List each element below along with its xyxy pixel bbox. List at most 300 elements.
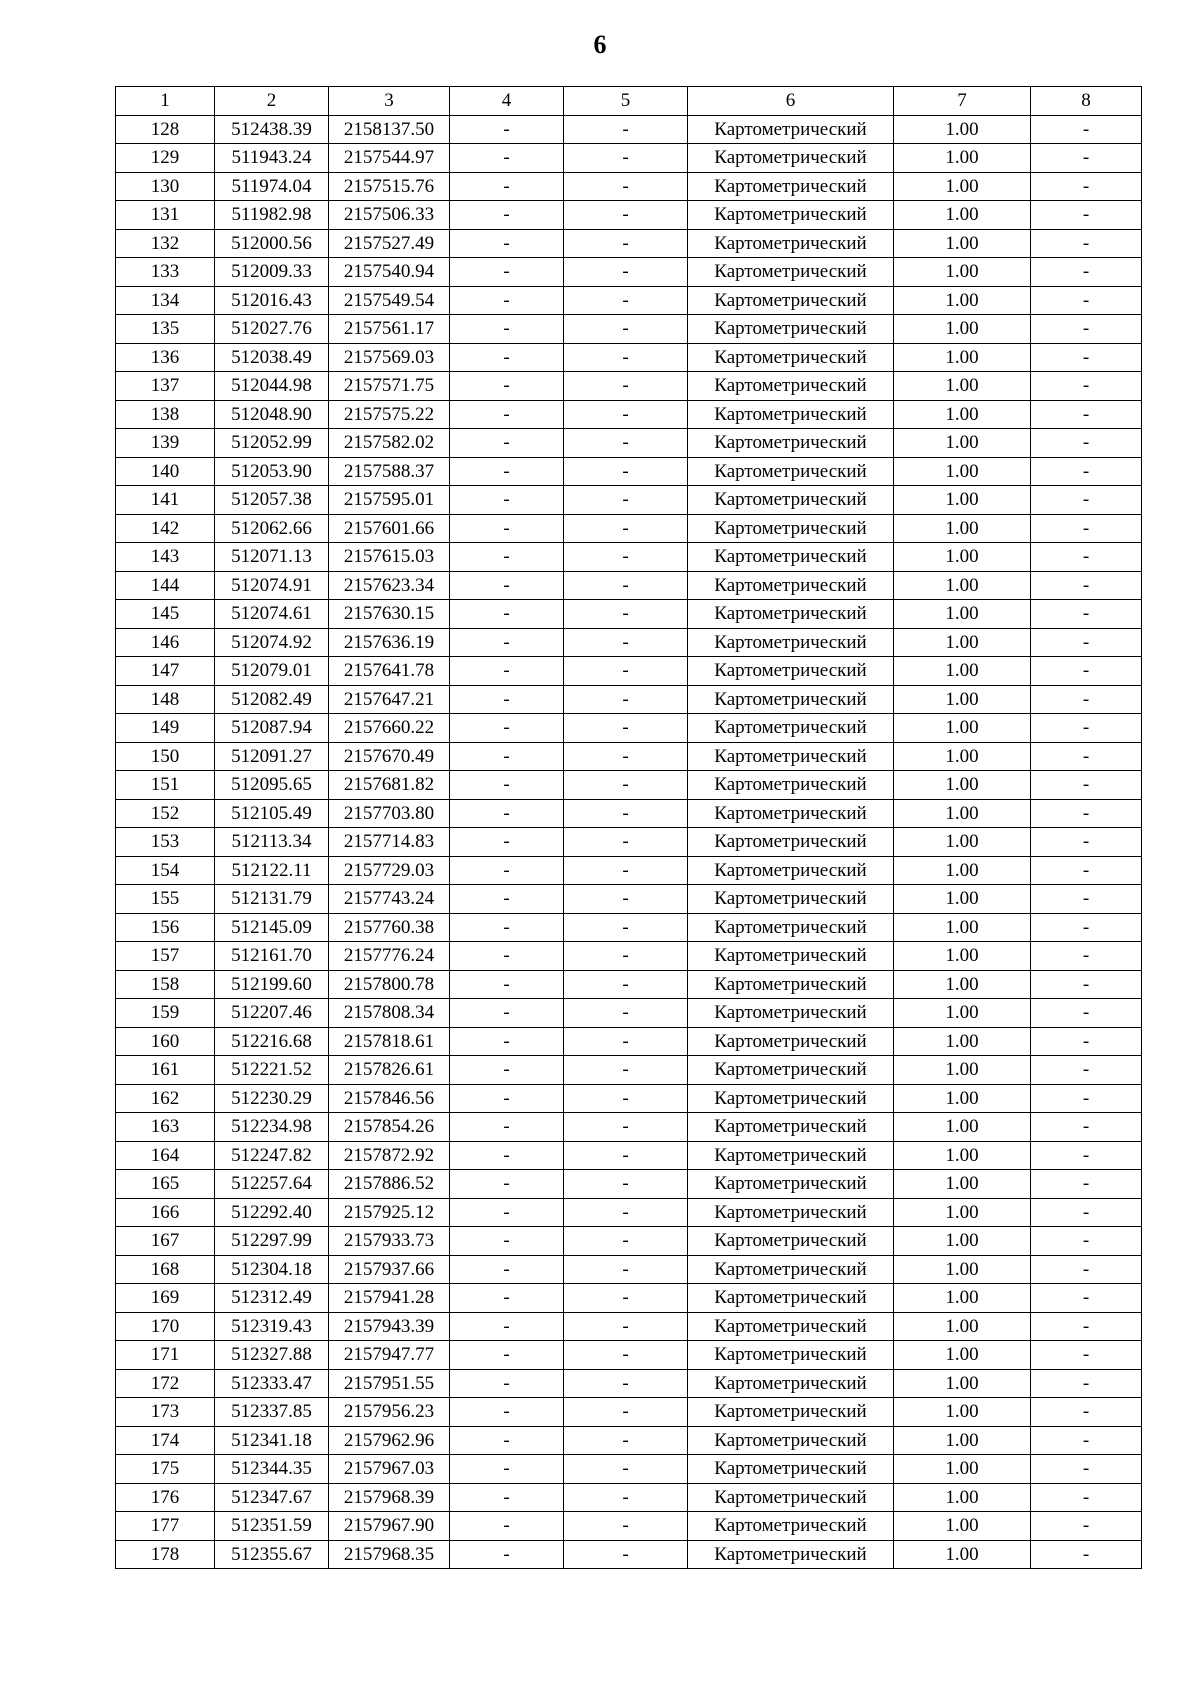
cell-coord-y: 2157743.24: [329, 885, 450, 914]
cell-coord-y: 2158137.50: [329, 115, 450, 144]
cell-coord-x: 512009.33: [215, 258, 329, 287]
cell-point-number: 177: [116, 1512, 215, 1541]
cell-col-8: -: [1031, 258, 1142, 287]
cell-coord-x: 512082.49: [215, 685, 329, 714]
cell-method: Картометрический: [688, 1540, 894, 1569]
cell-coord-y: 2157941.28: [329, 1284, 450, 1313]
cell-coord-y: 2157947.77: [329, 1341, 450, 1370]
cell-method: Картометрический: [688, 514, 894, 543]
cell-col-5: -: [564, 628, 688, 657]
table-row: [116, 543, 1142, 572]
cell-col-5: -: [564, 1284, 688, 1313]
cell-method: Картометрический: [688, 201, 894, 230]
cell-coord-x: 512052.99: [215, 429, 329, 458]
cell-coord-y: 2157601.66: [329, 514, 450, 543]
cell-col-4: -: [450, 1483, 564, 1512]
cell-col-8: -: [1031, 1369, 1142, 1398]
table-row: [116, 1312, 1142, 1341]
table-row: [116, 657, 1142, 686]
cell-precision: 1.00: [894, 1198, 1031, 1227]
cell-precision: 1.00: [894, 685, 1031, 714]
cell-col-8: -: [1031, 400, 1142, 429]
cell-col-5: -: [564, 1198, 688, 1227]
cell-col-5: -: [564, 258, 688, 287]
cell-col-4: -: [450, 1027, 564, 1056]
cell-coord-x: 511943.24: [215, 144, 329, 173]
cell-precision: 1.00: [894, 1056, 1031, 1085]
cell-col-5: -: [564, 571, 688, 600]
cell-col-8: -: [1031, 714, 1142, 743]
cell-coord-x: 512337.85: [215, 1398, 329, 1427]
cell-coord-y: 2157872.92: [329, 1141, 450, 1170]
cell-col-8: -: [1031, 172, 1142, 201]
cell-point-number: 147: [116, 657, 215, 686]
table-row: [116, 1483, 1142, 1512]
cell-point-number: 144: [116, 571, 215, 600]
cell-col-8: -: [1031, 828, 1142, 857]
cell-coord-y: 2157588.37: [329, 457, 450, 486]
table-row: [116, 144, 1142, 173]
cell-coord-x: 512113.34: [215, 828, 329, 857]
cell-col-4: -: [450, 429, 564, 458]
cell-coord-y: 2157630.15: [329, 600, 450, 629]
cell-col-4: -: [450, 514, 564, 543]
cell-precision: 1.00: [894, 828, 1031, 857]
cell-col-4: -: [450, 1426, 564, 1455]
cell-col-8: -: [1031, 571, 1142, 600]
cell-point-number: 146: [116, 628, 215, 657]
cell-col-8: -: [1031, 315, 1142, 344]
cell-method: Картометрический: [688, 742, 894, 771]
cell-precision: 1.00: [894, 1483, 1031, 1512]
cell-precision: 1.00: [894, 970, 1031, 999]
cell-col-5: -: [564, 486, 688, 515]
cell-precision: 1.00: [894, 315, 1031, 344]
cell-coord-y: 2157962.96: [329, 1426, 450, 1455]
cell-method: Картометрический: [688, 543, 894, 572]
cell-col-8: -: [1031, 115, 1142, 144]
cell-method: Картометрический: [688, 1483, 894, 1512]
cell-coord-x: 512091.27: [215, 742, 329, 771]
cell-col-8: -: [1031, 970, 1142, 999]
cell-col-5: -: [564, 400, 688, 429]
cell-method: Картометрический: [688, 1426, 894, 1455]
cell-coord-x: 512074.91: [215, 571, 329, 600]
column-header-5: 5: [564, 87, 688, 116]
cell-col-5: -: [564, 1255, 688, 1284]
cell-col-5: -: [564, 172, 688, 201]
cell-precision: 1.00: [894, 286, 1031, 315]
cell-col-5: -: [564, 1027, 688, 1056]
cell-col-5: -: [564, 1113, 688, 1142]
cell-col-8: -: [1031, 1170, 1142, 1199]
cell-precision: 1.00: [894, 571, 1031, 600]
cell-coord-x: 512079.01: [215, 657, 329, 686]
cell-method: Картометрический: [688, 144, 894, 173]
cell-coord-x: 512297.99: [215, 1227, 329, 1256]
cell-coord-x: 512230.29: [215, 1084, 329, 1113]
cell-coord-y: 2157544.97: [329, 144, 450, 173]
cell-method: Картометрический: [688, 1512, 894, 1541]
cell-point-number: 165: [116, 1170, 215, 1199]
cell-precision: 1.00: [894, 1426, 1031, 1455]
cell-precision: 1.00: [894, 1141, 1031, 1170]
cell-col-4: -: [450, 457, 564, 486]
table-row: [116, 1027, 1142, 1056]
cell-col-8: -: [1031, 1056, 1142, 1085]
cell-precision: 1.00: [894, 742, 1031, 771]
cell-col-8: -: [1031, 201, 1142, 230]
cell-coord-x: 512131.79: [215, 885, 329, 914]
cell-point-number: 153: [116, 828, 215, 857]
table-row: [116, 457, 1142, 486]
cell-precision: 1.00: [894, 1027, 1031, 1056]
cell-method: Картометрический: [688, 372, 894, 401]
cell-col-4: -: [450, 201, 564, 230]
cell-col-8: -: [1031, 999, 1142, 1028]
cell-col-4: -: [450, 600, 564, 629]
cell-precision: 1.00: [894, 400, 1031, 429]
cell-col-4: -: [450, 1170, 564, 1199]
cell-col-5: -: [564, 828, 688, 857]
cell-col-5: -: [564, 970, 688, 999]
cell-precision: 1.00: [894, 1512, 1031, 1541]
cell-point-number: 142: [116, 514, 215, 543]
table-row: [116, 286, 1142, 315]
cell-col-5: -: [564, 799, 688, 828]
cell-col-4: -: [450, 1369, 564, 1398]
cell-coord-x: 512016.43: [215, 286, 329, 315]
cell-coord-y: 2157582.02: [329, 429, 450, 458]
column-header-4: 4: [450, 87, 564, 116]
cell-col-5: -: [564, 1540, 688, 1569]
cell-coord-y: 2157681.82: [329, 771, 450, 800]
table-row: [116, 1540, 1142, 1569]
table-row: [116, 856, 1142, 885]
cell-coord-y: 2157714.83: [329, 828, 450, 857]
cell-coord-x: 512347.67: [215, 1483, 329, 1512]
cell-col-4: -: [450, 628, 564, 657]
cell-col-8: -: [1031, 543, 1142, 572]
cell-precision: 1.00: [894, 1540, 1031, 1569]
cell-col-8: -: [1031, 1483, 1142, 1512]
cell-coord-x: 512234.98: [215, 1113, 329, 1142]
cell-coord-y: 2157951.55: [329, 1369, 450, 1398]
cell-col-5: -: [564, 913, 688, 942]
table-row: [116, 343, 1142, 372]
cell-precision: 1.00: [894, 201, 1031, 230]
cell-precision: 1.00: [894, 229, 1031, 258]
cell-point-number: 169: [116, 1284, 215, 1313]
cell-precision: 1.00: [894, 115, 1031, 144]
cell-col-4: -: [450, 999, 564, 1028]
cell-col-5: -: [564, 600, 688, 629]
cell-precision: 1.00: [894, 856, 1031, 885]
table-row: [116, 1512, 1142, 1541]
cell-col-8: -: [1031, 1284, 1142, 1313]
cell-col-8: -: [1031, 1113, 1142, 1142]
cell-col-8: -: [1031, 1312, 1142, 1341]
table-row: [116, 628, 1142, 657]
cell-col-8: -: [1031, 856, 1142, 885]
cell-method: Картометрический: [688, 1056, 894, 1085]
cell-point-number: 149: [116, 714, 215, 743]
cell-col-5: -: [564, 1084, 688, 1113]
cell-coord-y: 2157561.17: [329, 315, 450, 344]
cell-precision: 1.00: [894, 942, 1031, 971]
cell-col-4: -: [450, 1227, 564, 1256]
cell-coord-x: 512000.56: [215, 229, 329, 258]
cell-point-number: 145: [116, 600, 215, 629]
cell-point-number: 178: [116, 1540, 215, 1569]
cell-coord-y: 2157846.56: [329, 1084, 450, 1113]
cell-col-5: -: [564, 372, 688, 401]
cell-coord-x: 512327.88: [215, 1341, 329, 1370]
cell-method: Картометрический: [688, 714, 894, 743]
cell-col-4: -: [450, 942, 564, 971]
cell-col-8: -: [1031, 1426, 1142, 1455]
cell-coord-y: 2157760.38: [329, 913, 450, 942]
table-row: [116, 942, 1142, 971]
cell-col-4: -: [450, 970, 564, 999]
cell-coord-x: 512048.90: [215, 400, 329, 429]
column-header-2: 2: [215, 87, 329, 116]
cell-col-5: -: [564, 942, 688, 971]
cell-method: Картометрический: [688, 1227, 894, 1256]
cell-method: Картометрический: [688, 771, 894, 800]
cell-coord-x: 512105.49: [215, 799, 329, 828]
table-row: [116, 429, 1142, 458]
cell-precision: 1.00: [894, 543, 1031, 572]
column-header-6: 6: [688, 87, 894, 116]
cell-method: Картометрический: [688, 1341, 894, 1370]
cell-col-5: -: [564, 1512, 688, 1541]
cell-precision: 1.00: [894, 1227, 1031, 1256]
cell-method: Картометрический: [688, 1369, 894, 1398]
cell-method: Картометрический: [688, 685, 894, 714]
cell-coord-y: 2157527.49: [329, 229, 450, 258]
cell-coord-y: 2157703.80: [329, 799, 450, 828]
cell-point-number: 154: [116, 856, 215, 885]
cell-col-4: -: [450, 486, 564, 515]
table-row: [116, 1113, 1142, 1142]
cell-col-4: -: [450, 229, 564, 258]
cell-col-8: -: [1031, 742, 1142, 771]
cell-point-number: 159: [116, 999, 215, 1028]
cell-method: Картометрический: [688, 286, 894, 315]
cell-col-4: -: [450, 286, 564, 315]
table-row: [116, 1255, 1142, 1284]
cell-method: Картометрический: [688, 1084, 894, 1113]
cell-point-number: 166: [116, 1198, 215, 1227]
cell-col-4: -: [450, 1341, 564, 1370]
cell-coord-x: 512053.90: [215, 457, 329, 486]
page-number: 6: [593, 30, 607, 59]
cell-coord-x: 512074.92: [215, 628, 329, 657]
cell-coord-x: 512122.11: [215, 856, 329, 885]
cell-col-5: -: [564, 201, 688, 230]
cell-method: Картометрический: [688, 1027, 894, 1056]
cell-precision: 1.00: [894, 1312, 1031, 1341]
cell-col-4: -: [450, 1455, 564, 1484]
cell-point-number: 140: [116, 457, 215, 486]
cell-col-4: -: [450, 1312, 564, 1341]
table-row: [116, 201, 1142, 230]
cell-precision: 1.00: [894, 771, 1031, 800]
cell-coord-x: 511974.04: [215, 172, 329, 201]
cell-coord-x: 512161.70: [215, 942, 329, 971]
cell-method: Картометрический: [688, 229, 894, 258]
cell-col-4: -: [450, 115, 564, 144]
cell-col-8: -: [1031, 913, 1142, 942]
cell-point-number: 161: [116, 1056, 215, 1085]
cell-col-8: -: [1031, 1398, 1142, 1427]
table-row: [116, 600, 1142, 629]
cell-coord-y: 2157968.39: [329, 1483, 450, 1512]
cell-col-4: -: [450, 856, 564, 885]
cell-method: Картометрический: [688, 1141, 894, 1170]
cell-precision: 1.00: [894, 429, 1031, 458]
table-row: [116, 1227, 1142, 1256]
cell-coord-y: 2157967.90: [329, 1512, 450, 1541]
cell-coord-x: 512355.67: [215, 1540, 329, 1569]
cell-col-8: -: [1031, 372, 1142, 401]
cell-col-8: -: [1031, 1227, 1142, 1256]
cell-col-4: -: [450, 1512, 564, 1541]
cell-method: Картометрический: [688, 1284, 894, 1313]
cell-coord-y: 2157818.61: [329, 1027, 450, 1056]
cell-precision: 1.00: [894, 657, 1031, 686]
cell-point-number: 131: [116, 201, 215, 230]
cell-coord-x: 512087.94: [215, 714, 329, 743]
cell-col-5: -: [564, 1455, 688, 1484]
cell-col-5: -: [564, 1341, 688, 1370]
cell-coord-x: 512207.46: [215, 999, 329, 1028]
cell-method: Картометрический: [688, 115, 894, 144]
table-body: [116, 115, 1142, 1569]
cell-col-4: -: [450, 1284, 564, 1313]
cell-coord-y: 2157575.22: [329, 400, 450, 429]
cell-col-5: -: [564, 999, 688, 1028]
cell-col-4: -: [450, 714, 564, 743]
cell-coord-y: 2157636.19: [329, 628, 450, 657]
column-header-8: 8: [1031, 87, 1142, 116]
cell-col-4: -: [450, 913, 564, 942]
column-header-1: 1: [116, 87, 215, 116]
cell-col-4: -: [450, 372, 564, 401]
cell-coord-x: 512312.49: [215, 1284, 329, 1313]
cell-col-4: -: [450, 657, 564, 686]
cell-col-8: -: [1031, 1198, 1142, 1227]
cell-method: Картометрический: [688, 657, 894, 686]
cell-col-4: -: [450, 828, 564, 857]
table-row: [116, 1284, 1142, 1313]
coordinates-table: [115, 86, 1142, 1569]
cell-col-4: -: [450, 685, 564, 714]
cell-point-number: 167: [116, 1227, 215, 1256]
cell-col-8: -: [1031, 1455, 1142, 1484]
cell-col-8: -: [1031, 1512, 1142, 1541]
cell-col-4: -: [450, 1056, 564, 1085]
cell-col-8: -: [1031, 286, 1142, 315]
cell-method: Картометрический: [688, 1455, 894, 1484]
cell-point-number: 139: [116, 429, 215, 458]
table-row: [116, 1084, 1142, 1113]
cell-col-8: -: [1031, 1540, 1142, 1569]
cell-point-number: 130: [116, 172, 215, 201]
table-row: [116, 229, 1142, 258]
table-row: [116, 172, 1142, 201]
cell-precision: 1.00: [894, 628, 1031, 657]
cell-coord-y: 2157968.35: [329, 1540, 450, 1569]
table-row: [116, 828, 1142, 857]
cell-col-5: -: [564, 115, 688, 144]
cell-coord-y: 2157595.01: [329, 486, 450, 515]
cell-precision: 1.00: [894, 1170, 1031, 1199]
cell-col-4: -: [450, 571, 564, 600]
cell-point-number: 156: [116, 913, 215, 942]
cell-precision: 1.00: [894, 714, 1031, 743]
cell-coord-x: 512038.49: [215, 343, 329, 372]
cell-col-5: -: [564, 856, 688, 885]
table-row: [116, 1198, 1142, 1227]
table-header-row: [116, 87, 1142, 116]
cell-col-5: -: [564, 714, 688, 743]
table-row: [116, 1426, 1142, 1455]
cell-coord-y: 2157933.73: [329, 1227, 450, 1256]
cell-point-number: 168: [116, 1255, 215, 1284]
cell-coord-x: 512247.82: [215, 1141, 329, 1170]
cell-precision: 1.00: [894, 258, 1031, 287]
cell-precision: 1.00: [894, 1455, 1031, 1484]
table-row: [116, 970, 1142, 999]
cell-col-8: -: [1031, 486, 1142, 515]
cell-coord-x: 512199.60: [215, 970, 329, 999]
cell-col-4: -: [450, 1398, 564, 1427]
cell-precision: 1.00: [894, 999, 1031, 1028]
cell-precision: 1.00: [894, 1284, 1031, 1313]
cell-col-8: -: [1031, 343, 1142, 372]
table-row: [116, 999, 1142, 1028]
cell-coord-x: 512292.40: [215, 1198, 329, 1227]
cell-precision: 1.00: [894, 144, 1031, 173]
cell-method: Картометрический: [688, 828, 894, 857]
cell-col-4: -: [450, 885, 564, 914]
cell-point-number: 164: [116, 1141, 215, 1170]
cell-coord-x: 512257.64: [215, 1170, 329, 1199]
cell-point-number: 148: [116, 685, 215, 714]
cell-coord-x: 512027.76: [215, 315, 329, 344]
cell-coord-y: 2157647.21: [329, 685, 450, 714]
cell-point-number: 174: [116, 1426, 215, 1455]
cell-col-4: -: [450, 315, 564, 344]
cell-precision: 1.00: [894, 1341, 1031, 1370]
cell-method: Картометрический: [688, 571, 894, 600]
cell-col-5: -: [564, 457, 688, 486]
cell-col-4: -: [450, 343, 564, 372]
cell-col-8: -: [1031, 1027, 1142, 1056]
cell-col-8: -: [1031, 1141, 1142, 1170]
cell-col-8: -: [1031, 457, 1142, 486]
cell-col-5: -: [564, 1312, 688, 1341]
cell-precision: 1.00: [894, 1255, 1031, 1284]
cell-col-4: -: [450, 172, 564, 201]
cell-method: Картометрический: [688, 1255, 894, 1284]
table-row: [116, 742, 1142, 771]
table-row: [116, 115, 1142, 144]
cell-coord-x: 511982.98: [215, 201, 329, 230]
cell-col-5: -: [564, 1056, 688, 1085]
